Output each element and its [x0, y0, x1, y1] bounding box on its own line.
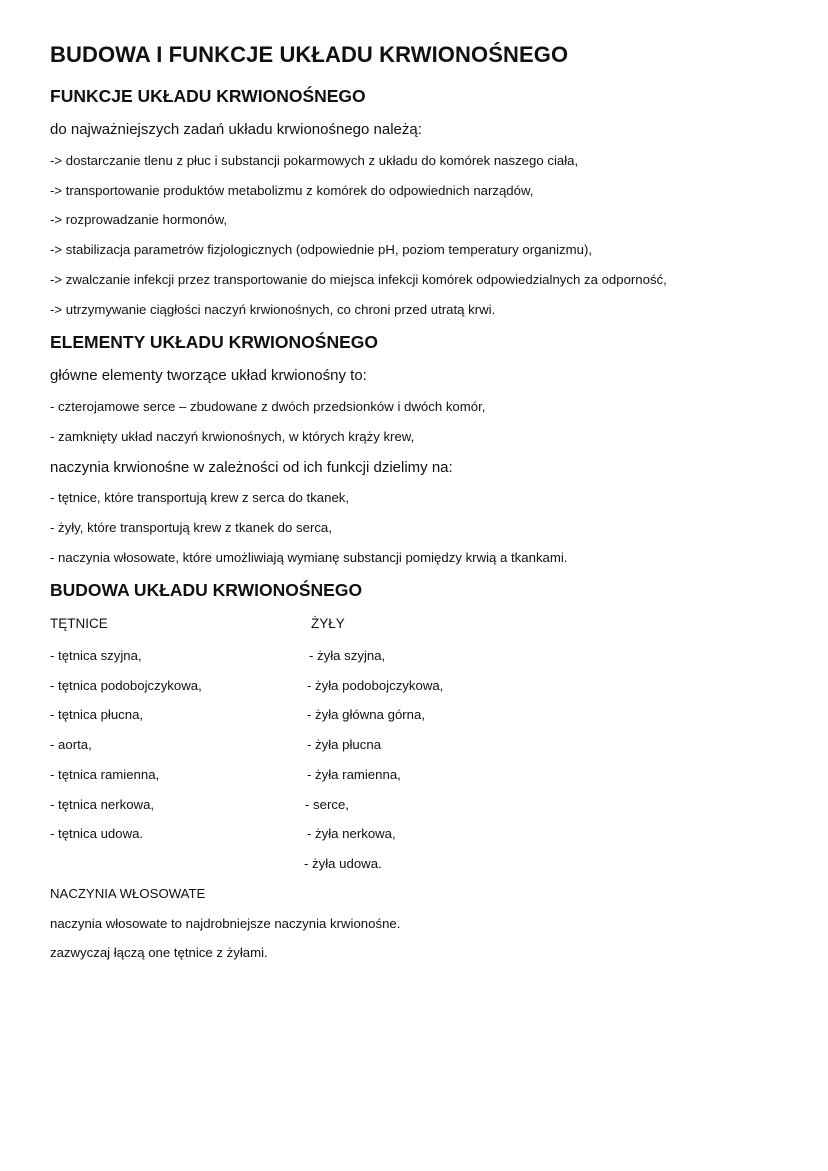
elements-intro: główne elementy tworzące układ krwionośny to:	[50, 367, 367, 384]
vein-list-item: - żyła udowa.	[304, 856, 382, 871]
capillaries-text-line: zazwyczaj łączą one tętnice z żyłami.	[50, 945, 268, 960]
artery-list-item: - tętnica ramienna,	[50, 767, 160, 782]
artery-list-item: - tętnica udowa.	[50, 826, 144, 841]
vein-list-item: - żyła nerkowa,	[307, 826, 396, 841]
artery-list-item: - tętnica podobojczykowa,	[50, 678, 202, 693]
elements-list-item: - czterojamowe serce – zbudowane z dwóch przedsionków i dwóch komór,	[50, 399, 486, 414]
vein-list-item: - żyła płucna	[307, 737, 382, 752]
functions-heading: FUNKCJE UKŁADU KRWIONOŚNEGO	[50, 86, 366, 106]
functions-list-item: -> zwalczanie infekcji przez transportowanie do miejsca infekcji komórek odpowiedzialnych za odporność,	[50, 272, 667, 287]
functions-list-item: -> rozprowadzanie hormonów,	[50, 212, 228, 227]
elements-heading: ELEMENTY UKŁADU KRWIONOŚNEGO	[50, 332, 378, 352]
vein-list-item: - żyła ramienna,	[307, 767, 401, 782]
veins-column-header: ŻYŁY	[311, 616, 345, 631]
capillaries-text-line: naczynia włosowate to najdrobniejsze naczynia krwionośne.	[50, 916, 401, 931]
functions-list-item: -> transportowanie produktów metabolizmu z komórek do odpowiednich narządów,	[50, 183, 534, 198]
vessels-list-item: - żyły, które transportują krew z tkanek do serca,	[50, 520, 332, 535]
functions-list-item: -> stabilizacja parametrów fizjologicznych (odpowiednie pH, poziom temperatury organizmu),	[50, 242, 593, 257]
functions-list-item: -> utrzymywanie ciągłości naczyń krwionośnych, co chroni przed utratą krwi.	[50, 302, 496, 317]
artery-list-item: - tętnica płucna,	[50, 707, 144, 722]
vein-list-item: - żyła szyjna,	[309, 648, 386, 663]
vessels-list-item: - naczynia włosowate, które umożliwiają wymianę substancji pomiędzy krwią a tkankami.	[50, 550, 568, 565]
elements-list-item: - zamknięty układ naczyń krwionośnych, w których krąży krew,	[50, 429, 415, 444]
vessels-list-item: - tętnice, które transportują krew z serca do tkanek,	[50, 490, 350, 505]
artery-list-item: - tętnica szyjna,	[50, 648, 142, 663]
document-title: BUDOWA I FUNKCJE UKŁADU KRWIONOŚNEGO	[50, 42, 569, 67]
functions-list-item: -> dostarczanie tlenu z płuc i substancji pokarmowych z układu do komórek naszego ciała,	[50, 153, 579, 168]
vessels-intro: naczynia krwionośne w zależności od ich funkcji dzielimy na:	[50, 459, 453, 476]
arteries-column-header: TĘTNICE	[50, 616, 108, 631]
structure-heading: BUDOWA UKŁADU KRWIONOŚNEGO	[50, 580, 363, 600]
vein-list-item: - żyła główna górna,	[307, 707, 426, 722]
artery-list-item: - tętnica nerkowa,	[50, 797, 155, 812]
functions-intro: do najważniejszych zadań układu krwionośnego należą:	[50, 121, 422, 138]
capillaries-heading: NACZYNIA WŁOSOWATE	[50, 886, 206, 901]
vein-list-item: - żyła podobojczykowa,	[307, 678, 444, 693]
artery-list-item: - aorta,	[50, 737, 92, 752]
vein-list-item: - serce,	[305, 797, 349, 812]
